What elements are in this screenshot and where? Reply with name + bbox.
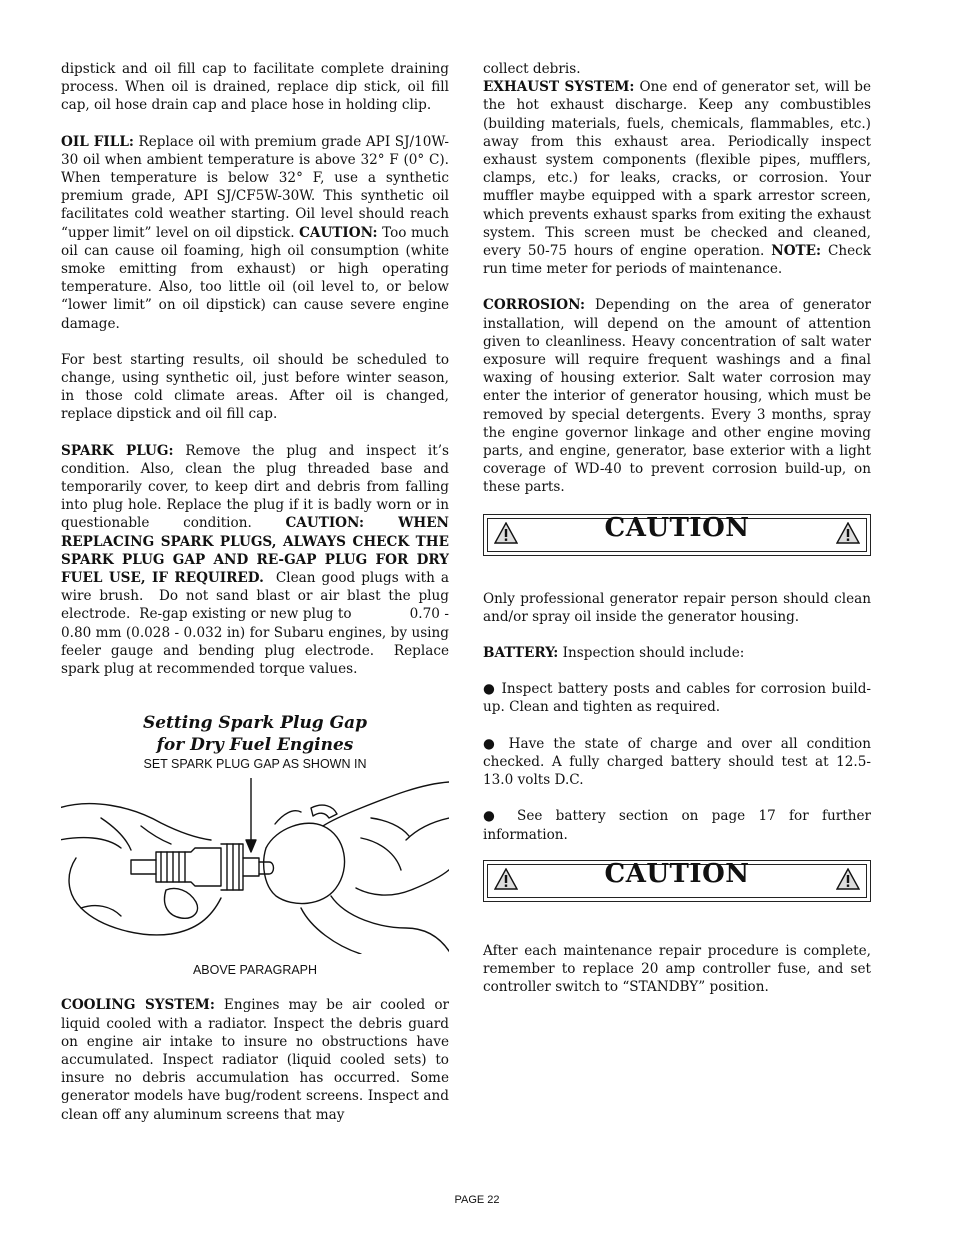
- after-maintenance-paragraph: After each maintenance repair procedure is complete, remember to replace 20 amp controller fuse, and set controller switch to “STANDBY” position.: [483, 942, 871, 996]
- note-label: NOTE:: [771, 243, 822, 260]
- figure-caption: ABOVE PARAGRAPH: [192, 963, 318, 978]
- battery-label: BATTERY:: [483, 645, 559, 662]
- professional-only-paragraph: Only professional generator repair person should clean and/or spray oil inside the generator housing.: [483, 590, 871, 625]
- oil-fill-paragraph: OIL FILL: Replace oil with premium grade API SJ/10W-30 oil when ambient temperature is above 32° F (0° C). When temperature is below 32° F, use a synthetic premium grade, API SJ/CF5W-30W. This synthetic oil facilitates cold weather starting. Oil level should reach “upper limit” level on oil dipstick. CAUTION: Too much oil can cause oil foaming, high oil consumption (white smoke emitting from exhaust) or high operating temperature. Also, too little oil (oil level to, or below “lower limit” on oil dipstick) can cause severe engine damage.: [61, 133, 449, 332]
- spark-caution: CAUTION: WHEN REPLACING SPARK PLUGS, ALWAYS CHECK THE SPARK PLUG GAP AND RE-GAP PLUG FOR DRY FUEL USE, IF REQUIRED.: [61, 515, 449, 587]
- warning-triangle-icon: [836, 522, 860, 544]
- oil-caution-label: CAUTION:: [299, 224, 378, 241]
- caution-title-1: CAUTION: [604, 512, 750, 543]
- exhaust-system-paragraph: EXHAUST SYSTEM: One end of generator set, will be the hot exhaust discharge. Keep any combustibles (building materials, fuels, chemicals, flammables, etc.) away from this exhaust area. Periodically inspect exhaust system components (flexible pipes, mufflers, clamps, etc.) for leaks, cracks, or corrosion. Your muffler maybe equipped with a spark arrestor screen, which prevents exhaust sparks from exiting the exhaust system. This screen must be checked and cleaned, every 50-75 hours of engine operation. NOTE: Check run time meter for periods of maintenance.: [483, 79, 871, 278]
- corrosion-label: CORROSION:: [483, 297, 586, 314]
- battery-bullet-2: ● Have the state of charge and over all condition checked. A fully charged battery should test at 12.5-13.0 volts D.C.: [483, 735, 871, 789]
- corrosion-paragraph: CORROSION: Depending on the area of generator installation, will depend on the amount of attention given to cleanliness. Heavy concentration of salt water exposure will require frequent washings and a final waxing of housing exterior. Salt water corrosion may enter the interior of generator housing, which must be removed by special detergents. Every 3 months, spray the engine governor linkage and other engine moving parts, and engine, generator, base exterior with a light coverage of WD-40 to prevent corrosion build-up, on these parts.: [483, 297, 871, 496]
- best-starting-paragraph: For best starting results, oil should be scheduled to change, using synthetic oil, just before winter season, in those cold climate areas. After oil is changed, replace dipstick and oil fill cap.: [61, 351, 449, 423]
- figure-subtitle: SET SPARK PLUG GAP AS SHOWN IN: [143, 757, 367, 772]
- left-column: [61, 60, 454, 1124]
- warning-triangle-icon: [836, 868, 860, 890]
- exhaust-label: EXHAUST SYSTEM:: [483, 79, 635, 96]
- cooling-label: COOLING SYSTEM:: [61, 997, 215, 1014]
- caution-box-2: [483, 860, 871, 902]
- spark-plug-paragraph: SPARK PLUG: Remove the plug and inspect it’s condition. Also, clean the plug threaded base and temporarily cover, to keep dirt and debris from falling into plug hole. Replace the plug if it is badly worn or in questionable condition. CAUTION: WHEN REPLACING SPARK PLUGS, ALWAYS CHECK THE SPARK PLUG GAP AND RE-GAP PLUG FOR DRY FUEL USE, IF REQUIRED. Clean good plugs with a wire brush. Do not sand blast or air blast the plug electrode. Re-gap existing or new plug to 0.70 - 0.80 mm (0.028 - 0.032 in) for Subaru engines, by using feeler gauge and bending plug electrode. Replace spark plug at recommended torque values.: [61, 442, 454, 678]
- spark-plug-gap-illustration: [61, 778, 449, 954]
- spark-plug-label: SPARK PLUG:: [61, 442, 174, 459]
- collect-debris-text: collect debris.: [483, 61, 581, 77]
- battery-bullet-1: ● Inspect battery posts and cables for corrosion build-up. Clean and tighten as required.: [483, 681, 871, 716]
- caution-title-2: CAUTION: [604, 858, 750, 889]
- battery-paragraph: BATTERY: Inspection should include:: [483, 645, 745, 662]
- right-column: [483, 60, 871, 996]
- oil-fill-label: OIL FILL:: [61, 133, 134, 150]
- page-number: PAGE 22: [454, 1194, 500, 1206]
- cooling-system-paragraph: COOLING SYSTEM: Engines may be air cooled or liquid cooled with a radiator. Inspect the debris guard on engine air intake to insure no obstructions have accumulated. Inspect radiator (liquid cooled sets) to insure no debris accumulation has occurred. Some generator models have bug/rodent screens. Inspect and clean off any aluminum screens that may: [61, 997, 449, 1123]
- oil-drain-paragraph: dipstick and oil fill cap to facilitate complete draining process. When oil is drained, replace dip stick, oil fill cap, oil hose drain cap and place hose in holding clip.: [61, 61, 449, 114]
- figure-title: Setting Spark Plug Gap for Dry Fuel Engines: [142, 713, 368, 756]
- caution-box-1: [483, 514, 871, 556]
- battery-bullet-3: ● See battery section on page 17 for further information.: [483, 808, 871, 843]
